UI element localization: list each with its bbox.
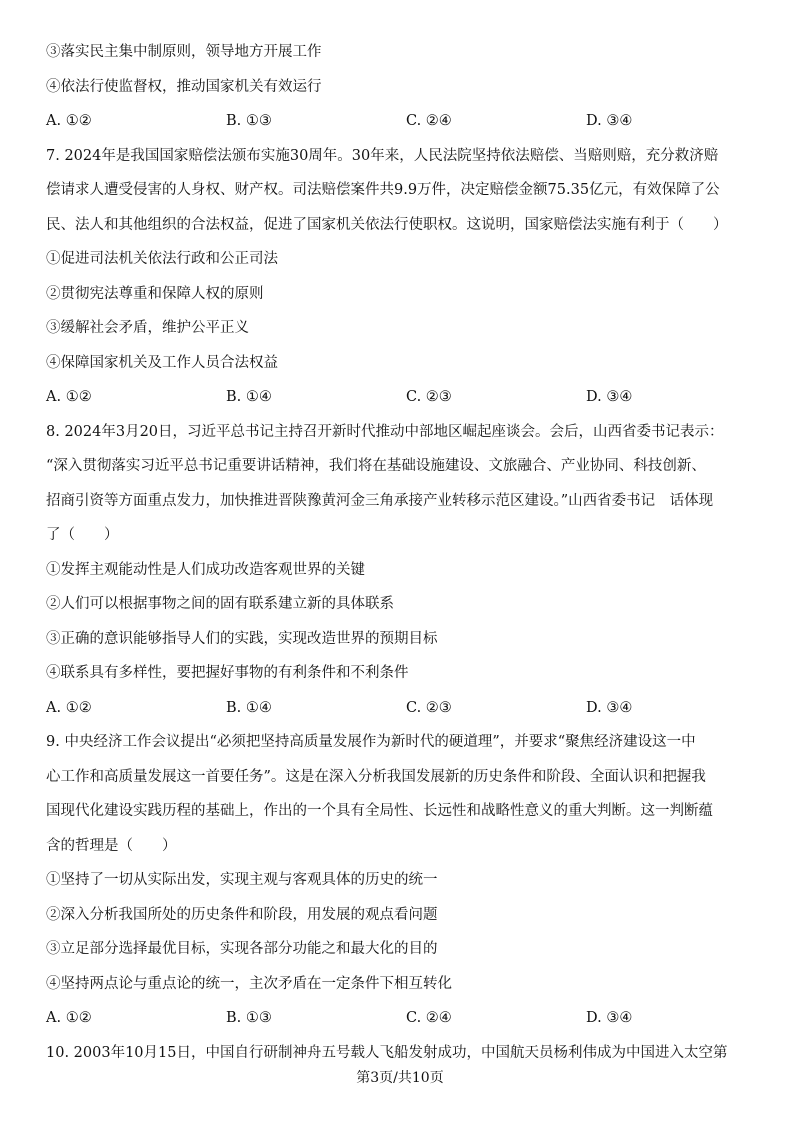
q8-option-a[interactable]: A. ①②: [46, 699, 92, 716]
q6-option-a[interactable]: A. ①②: [46, 113, 92, 129]
q9-stem: [46, 730, 766, 859]
q9-stem-line: 心工作和高质量发展这一首要任务”。这是在深入分析我国发展新的历史条件和阶段、全面认识和把握我: [46, 768, 706, 785]
q6-option-d[interactable]: D. ③④: [586, 113, 633, 129]
q9-item-2: ②深入分析我国所处的历史条件和阶段，用发展的观点看问题: [46, 906, 438, 923]
q6-option-b[interactable]: B. ①③: [226, 113, 272, 129]
exam-page: [46, 40, 766, 1075]
q7-stem: [46, 144, 766, 238]
q9-item-3: ③立足部分选择最优目标，实现各部分功能之和最大化的目的: [46, 941, 438, 957]
q10-stem: 10. 2003年10月15日，中国自行研制神舟五号载人飞船发射成功，中国航天员杨利伟成为中国进入太空第: [46, 1044, 728, 1061]
q8-stem-line: 8. 2024年3月20日，习近平总书记主持召开新时代推动中部地区崛起座谈会。会后，山西省委书记表示：: [46, 423, 724, 440]
q9-option-a[interactable]: A. ①②: [46, 1010, 92, 1026]
q8-option-b[interactable]: B. ①④: [226, 699, 272, 716]
q9-stem-line: 9. 中央经济工作会议提出“必须把坚持高质量发展作为新时代的硬道理”，并要求“聚焦经济建设这一中: [46, 734, 696, 750]
q6-item-4: ④依法行使监督权，推动国家机关有效运行: [46, 78, 322, 95]
q6-options: [46, 109, 766, 134]
q8-stem: [46, 420, 766, 549]
q8-item-1: ①发挥主观能动性是人们成功改造客观世界的关键: [46, 561, 365, 578]
q8-option-c[interactable]: C. ②③: [406, 699, 452, 716]
q9-option-d[interactable]: D. ③④: [586, 1010, 633, 1026]
q7-item-3: ③缓解社会矛盾，维护公平正义: [46, 320, 249, 336]
q7-option-d[interactable]: D. ③④: [586, 389, 633, 405]
q9-options: [46, 1006, 766, 1031]
q7-item-1: ①促进司法机关依法行政和公正司法: [46, 251, 278, 267]
q8-stem-line: 了（ ）: [46, 527, 119, 543]
q8-item-3: ③正确的意识能够指导人们的实践，实现改造世界的预期目标: [46, 630, 438, 647]
q6-option-c[interactable]: C. ②④: [406, 113, 452, 129]
q7-option-c[interactable]: C. ②③: [406, 389, 452, 405]
q8-option-d[interactable]: D. ③④: [586, 699, 633, 716]
q8-options: [46, 696, 766, 721]
q7-options: [46, 385, 766, 410]
q9-item-4: ④坚持两点论与重点论的统一，主次矛盾在一定条件下相互转化: [46, 975, 452, 992]
q6-item-3: ③落实民主集中制原则，领导地方开展工作: [46, 44, 322, 60]
q8-stem-line: “深入贯彻落实习近平总书记重要讲话精神，我们将在基础设施建设、文旅融合、产业协同、科技创新、: [46, 458, 706, 474]
q7-option-b[interactable]: B. ①④: [226, 389, 272, 405]
q7-stem-line: 7. 2024年是我国国家赔偿法颁布实施30周年。30年来，人民法院坚持依法赔偿、当赔则赔，充分救济赔: [46, 147, 719, 164]
q8-item-4: ④联系具有多样性，要把握好事物的有利条件和不利条件: [46, 665, 409, 681]
q9-stem-line: 国现代化建设实践历程的基础上，作出的一个具有全局性、长远性和战略性意义的重大判断。这一判断蕴: [46, 803, 713, 819]
q8-stem-line: 招商引资等方面重点发力，加快推进晋陕豫黄河金三角承接产业转移示范区建设。”山西省委书记 话体现: [46, 492, 714, 509]
page-number: 第3页/共10页: [356, 1070, 444, 1086]
q9-item-1: ①坚持了一切从实际出发，实现主观与客观具体的历史的统一: [46, 872, 438, 888]
q7-stem-line: 民、法人和其他组织的合法权益，促进了国家机关依法行使职权。这说明，国家赔偿法实施有利于（ ）: [46, 216, 728, 233]
q7-option-a[interactable]: A. ①②: [46, 389, 92, 405]
q9-option-c[interactable]: C. ②④: [406, 1010, 452, 1026]
q9-option-b[interactable]: B. ①③: [226, 1010, 272, 1026]
q9-stem-line: 含的哲理是（ ）: [46, 837, 177, 854]
q8-item-2: ②人们可以根据事物之间的固有联系建立新的具体联系: [46, 596, 394, 612]
q7-item-4: ④保障国家机关及工作人员合法权益: [46, 354, 278, 371]
q7-stem-line: 偿请求人遭受侵害的人身权、财产权。司法赔偿案件共9.9万件，决定赔偿金额75.35亿元，有效保障了公: [46, 182, 720, 198]
q7-item-2: ②贯彻宪法尊重和保障人权的原则: [46, 285, 264, 302]
